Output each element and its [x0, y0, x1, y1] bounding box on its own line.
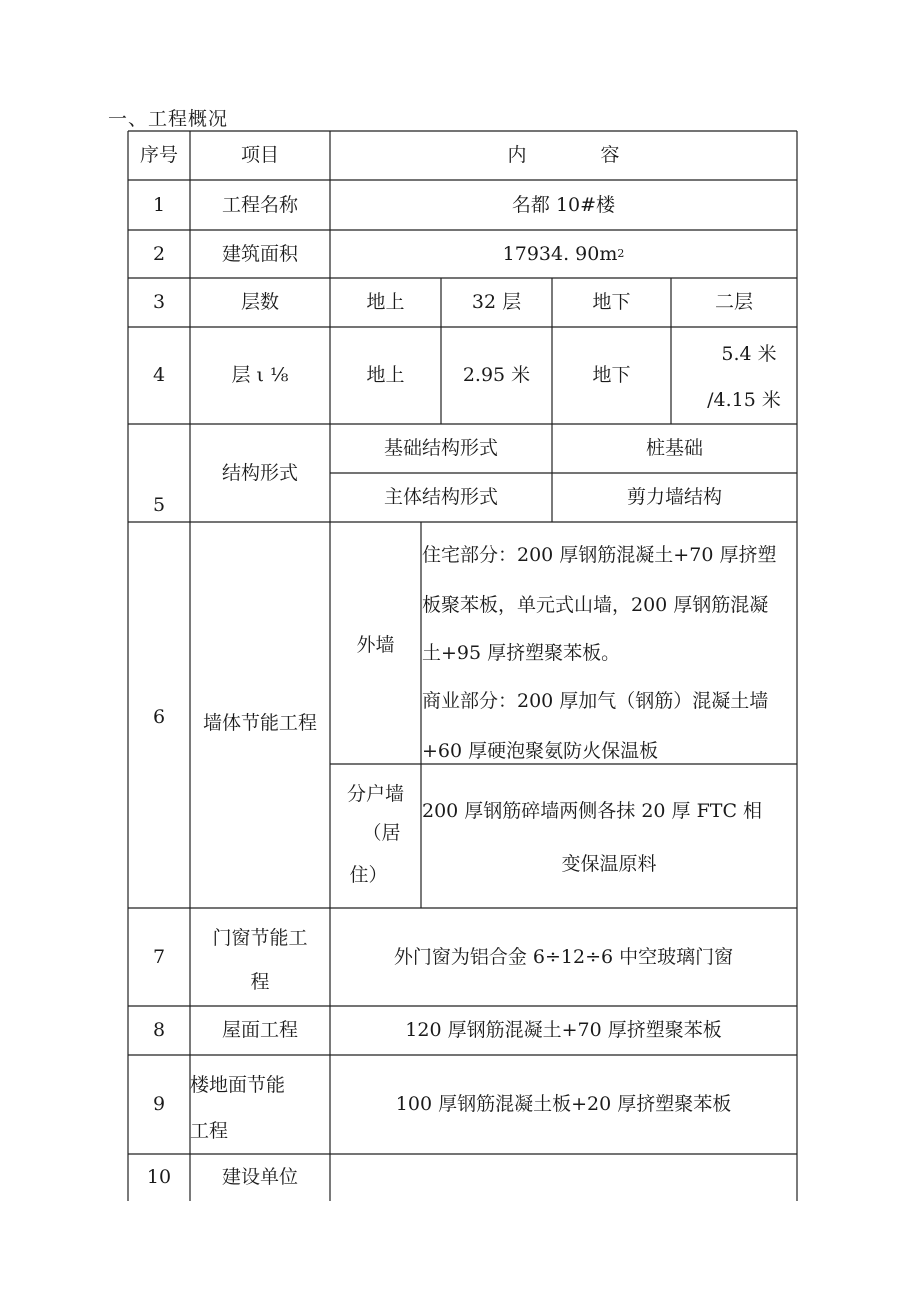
row-6-exterior-label: 外墙 — [356, 633, 395, 656]
row-4-below-value-line-1: 5.4 米 — [721, 343, 777, 365]
row-4-above-value: 2.95 米 — [462, 364, 531, 387]
row-5-main-value: 剪力墙结构 — [626, 486, 722, 509]
row-7-seq: 7 — [152, 945, 166, 968]
row-4-seq: 4 — [152, 364, 166, 387]
row-6-exterior-content — [422, 530, 797, 770]
row-1-value: 名都 10#楼 — [511, 193, 616, 216]
row-6-partition-line-1: 200 厚钢筋碎墙两侧各抹 20 厚 FTC 相 — [422, 800, 763, 822]
row-8-seq: 8 — [152, 1019, 166, 1042]
row-6-partition-label-line-2: （居 — [362, 822, 401, 844]
row-3-above-value: 32 层 — [471, 291, 522, 314]
row-7-item — [190, 908, 330, 1006]
row-5-item: 结构形式 — [221, 461, 298, 484]
row-6-partition-label — [330, 764, 421, 908]
row-6-partition-line-2: 变保温原料 — [561, 853, 657, 875]
row-4-below-value-line-2: /4.15 米 — [707, 389, 781, 411]
row-2-value — [330, 230, 797, 278]
row-6-partition-content — [421, 786, 797, 890]
row-9-item — [190, 1055, 330, 1154]
row-5-foundation-label: 基础结构形式 — [383, 437, 498, 460]
row-2-item: 建筑面积 — [221, 242, 298, 265]
row-9-value: 100 厚钢筋混凝土板+20 厚挤塑聚苯板 — [395, 1093, 732, 1116]
row-7-item-line-2: 程 — [250, 971, 270, 993]
row-3-item: 层数 — [240, 291, 279, 314]
row-6-partition-label-line-1: 分户墙 — [346, 783, 404, 805]
row-7-value: 外门窗为铝合金 6÷12÷6 中空玻璃门窗 — [393, 945, 734, 968]
header-seq: 序号 — [139, 144, 178, 167]
row-8-value: 120 厚钢筋混凝土+70 厚挤塑聚苯板 — [405, 1019, 722, 1042]
row-3-below-value: 二层 — [714, 291, 753, 314]
row-5-foundation-value: 桩基础 — [645, 437, 703, 460]
header-item: 项目 — [240, 144, 279, 167]
row-1-seq: 1 — [152, 193, 166, 216]
row-6-seq: 6 — [152, 705, 166, 728]
section-heading: 一、工程概况 — [108, 108, 229, 130]
row-6-item: 墙体节能工程 — [202, 711, 317, 734]
row-6-exterior-line-1: 住宅部分：200 厚钢筋混凝土+70 厚挤塑 — [422, 544, 777, 566]
row-4-above-label: 地上 — [366, 364, 405, 387]
row-3-below-label: 地下 — [592, 291, 631, 314]
row-3-above-label: 地上 — [366, 291, 405, 314]
row-2-seq: 2 — [152, 242, 166, 265]
row-7-item-line-1: 门窗节能工 — [212, 927, 308, 949]
header-content-char-2: 容 — [600, 144, 620, 167]
row-4-below-label: 地下 — [592, 364, 631, 387]
row-5-seq: 5 — [152, 494, 166, 517]
row-8-item: 屋面工程 — [221, 1019, 298, 1042]
row-6-exterior-line-3: 土+95 厚挤塑聚苯板。 — [422, 642, 621, 664]
header-content — [330, 131, 797, 180]
row-5-main-label: 主体结构形式 — [383, 486, 498, 509]
row-4-item: 层 ι ⅛ — [231, 364, 289, 387]
row-4-below-value — [671, 327, 797, 424]
header-content-char-1: 内 — [507, 144, 527, 167]
row-9-seq: 9 — [152, 1093, 166, 1116]
row-10-seq: 10 — [146, 1166, 172, 1189]
row-6-partition-label-line-3: 住） — [349, 864, 388, 886]
row-9-item-line-1: 楼地面节能 — [190, 1073, 286, 1096]
row-10-item: 建设单位 — [221, 1166, 298, 1189]
row-2-value-number: 17934. 90m — [502, 242, 618, 265]
row-9-item-line-2: 工程 — [190, 1119, 229, 1142]
row-6-exterior-line-4: 商业部分：200 厚加气（钢筋）混凝土墙 — [422, 690, 769, 712]
row-3-seq: 3 — [152, 291, 166, 314]
row-6-exterior-line-5: +60 厚硬泡聚氨防火保温板 — [422, 740, 659, 762]
row-1-item: 工程名称 — [221, 193, 298, 216]
row-6-exterior-line-2: 板聚苯板，单元式山墙，200 厚钢筋混凝 — [422, 594, 769, 616]
row-10-value — [330, 1154, 797, 1201]
row-2-value-superscript: 2 — [617, 246, 625, 260]
